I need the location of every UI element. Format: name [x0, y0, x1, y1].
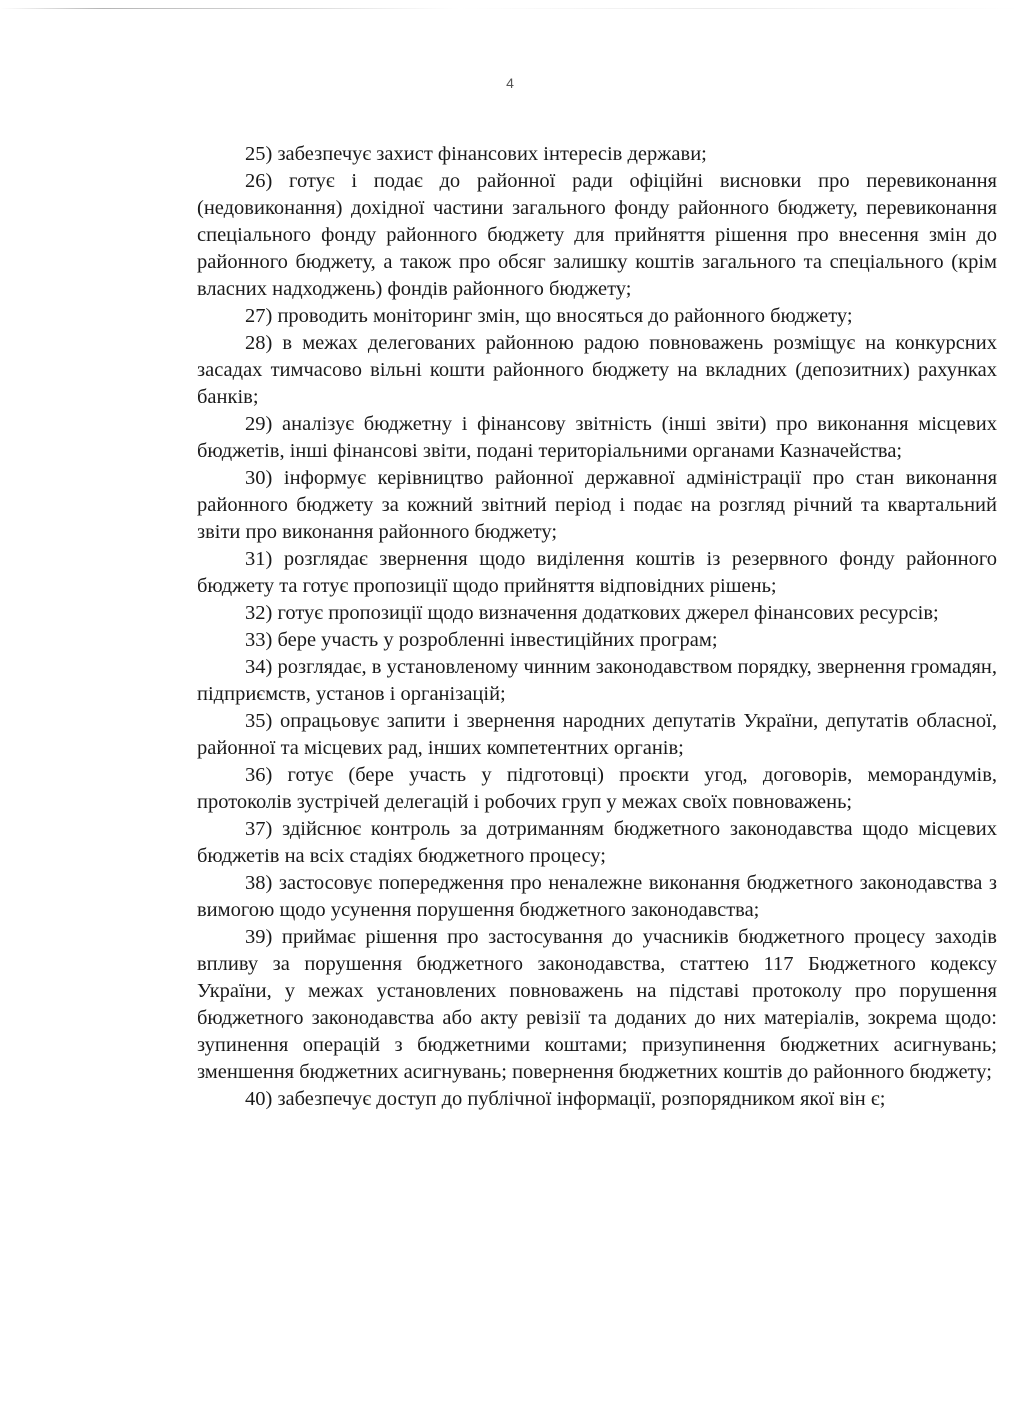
scan-edge-line — [0, 8, 1020, 9]
paragraph-40: 40) забезпечує доступ до публічної інформації, розпорядником якої він є; — [245, 1088, 886, 1110]
paragraph-26: 26) готує і подає до районної ради офіційні висновки про перевиконання (недовиконання) дохідної частини загального фонду районного бюджету, перевиконання спеціального фонду районного бюджету для прийняття рішення про внесення змін до районного бюджету, а також про обсяг залишку коштів загального та спеціального (крім власних надходжень) фондів районного бюджету; — [197, 170, 997, 300]
paragraph-38: 38) застосовує попередження про неналежне виконання бюджетного законодавства з вимогою щодо усунення порушення бюджетного законодавства; — [197, 872, 997, 921]
paragraph-30: 30) інформує керівництво районної державної адміністрації про стан виконання районного бюджету за кожний звітний період і подає на розгляд річний та квартальний звіти про виконання районного бюджету; — [197, 467, 997, 543]
paragraph-34: 34) розглядає, в установленому чинним законодавством порядку, звернення громадян, підприємств, установ і організацій; — [197, 656, 997, 705]
paragraph-31: 31) розглядає звернення щодо виділення коштів із резервного фонду районного бюджету та готує пропозиції щодо прийняття відповідних рішень; — [197, 548, 997, 597]
paragraph-33: 33) бере участь у розробленні інвестиційних програм; — [245, 629, 718, 651]
paragraph-25: 25) забезпечує захист фінансових інтересів держави; — [245, 143, 707, 165]
paragraph-35: 35) опрацьовує запити і звернення народних депутатів України, депутатів обласної, районної та місцевих рад, інших компетентних органів; — [197, 710, 997, 759]
page-number: 4 — [506, 75, 514, 91]
paragraph-29: 29) аналізує бюджетну і фінансову звітність (інші звіти) про виконання місцевих бюджетів, інші фінансові звіти, подані територіальними органами Казначейства; — [197, 413, 997, 462]
paragraph-28: 28) в межах делегованих районною радою повноважень розміщує на конкурсних засадах тимчасово вільні кошти районного бюджету на вкладних (депозитних) рахунках банків; — [197, 332, 997, 408]
paragraph-37: 37) здійснює контроль за дотриманням бюджетного законодавства щодо місцевих бюджетів на всіх стадіях бюджетного процесу; — [197, 818, 997, 867]
paragraph-27: 27) проводить моніторинг змін, що вносяться до районного бюджету; — [245, 305, 853, 327]
paragraph-39: 39) приймає рішення про застосування до учасників бюджетного процесу заходів впливу за порушення бюджетного законодавства, статтею 117 Бюджетного кодексу України, у межах установлених повноважень на підставі протоколу про порушення бюджетного законодавства або акту ревізії та доданих до них матеріалів, зокрема щодо: зупинення операцій з бюджетними коштами; призупинення бюджетних асигнувань; зменшення бюджетних асигнувань; повернення бюджетних коштів до районного бюджету; — [197, 926, 997, 1083]
paragraph-32: 32) готує пропозиції щодо визначення додаткових джерел фінансових ресурсів; — [245, 602, 939, 624]
paragraph-36: 36) готує (бере участь у підготовці) проєкти угод, договорів, меморандумів, протоколів зустрічей делегацій і робочих груп у межах своїх повноважень; — [197, 764, 997, 813]
document-body — [197, 141, 997, 1113]
